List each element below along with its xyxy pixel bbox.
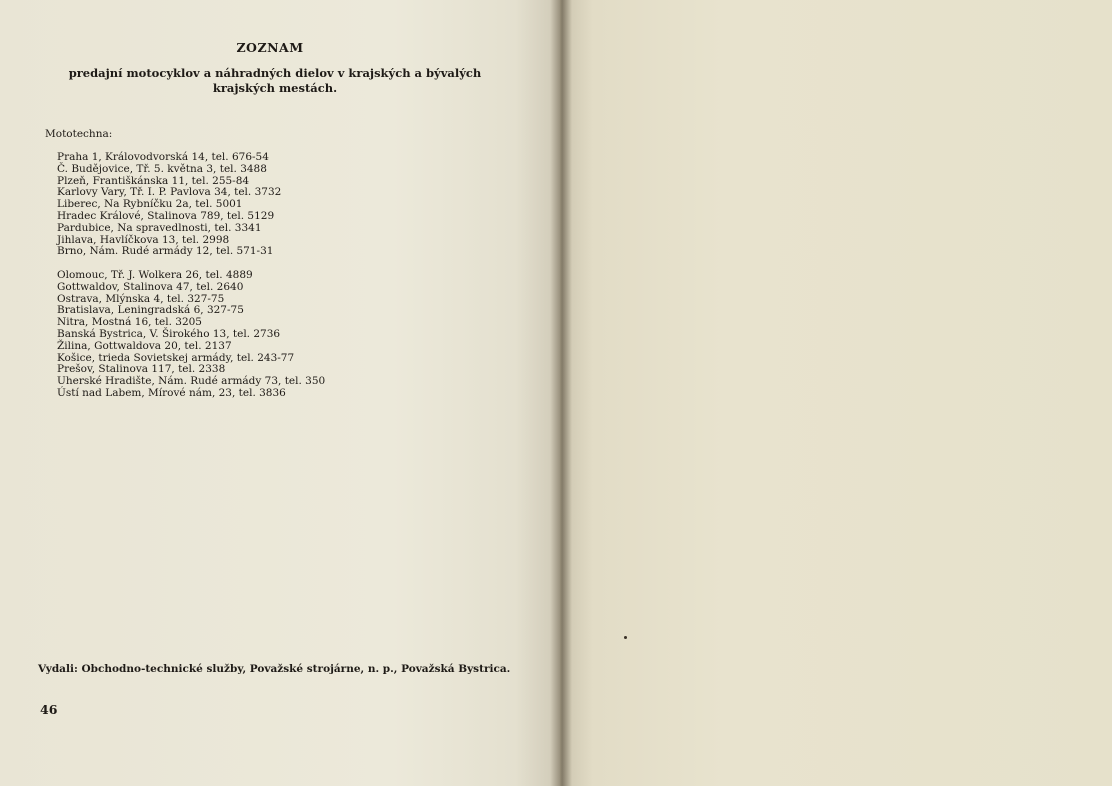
page-subtitle: predajní motocyklov a náhradných dielov v krajských a bývalých krajských mestách. [68, 66, 482, 95]
section-label: Mototechna: [45, 128, 113, 140]
list-item: Prešov, Stalinova 117, tel. 2338 [57, 363, 226, 376]
list-item: Brno, Nám. Rudé armády 12, tel. 571-31 [57, 245, 274, 258]
list-item: Pardubice, Na spravedlnosti, tel. 3341 [57, 221, 262, 234]
dealer-list-group-b [57, 270, 325, 400]
publisher-note: Vydali: Obchodno-technické služby, Považské strojárne, n. p., Považská Bystrica. [38, 663, 511, 675]
list-item: Bratislava, Leningradská 6, 327-75 [57, 304, 244, 317]
page-title: ZOZNAM [236, 40, 304, 55]
list-item: Olomouc, Tř. J. Wolkera 26, tel. 4889 [57, 269, 253, 281]
list-item: Praha 1, Královodvorská 14, tel. 676-54 [57, 151, 269, 163]
list-item: Ostrava, Mlýnska 4, tel. 327-75 [57, 292, 225, 305]
list-item: Plzeň, Františkánska 11, tel. 255-84 [57, 174, 250, 187]
list-item: Karlovy Vary, Tř. I. P. Pavlova 34, tel. 3732 [57, 186, 282, 199]
list-item: Nitra, Mostná 16, tel. 3205 [57, 316, 202, 329]
list-item: Ústí nad Labem, Mírové nám, 23, tel. 3836 [57, 386, 286, 399]
book-spine-shadow [550, 0, 572, 786]
dealer-list-group-a [57, 152, 281, 258]
list-item: Uherské Hradište, Nám. Rudé armády 73, tel. 350 [57, 375, 326, 388]
list-item: Hradec Králové, Stalinova 789, tel. 5129 [57, 209, 275, 222]
list-item: Liberec, Na Rybníčku 2a, tel. 5001 [57, 198, 243, 211]
list-item: Žilina, Gottwaldova 20, tel. 2137 [57, 339, 232, 352]
page-number: 46 [40, 702, 58, 717]
list-item: Košice, trieda Sovietskej armády, tel. 243-77 [57, 351, 295, 364]
list-item: Č. Budějovice, Tř. 5. května 3, tel. 3488 [57, 162, 267, 175]
list-item: Gottwaldov, Stalinova 47, tel. 2640 [57, 280, 244, 293]
right-page-blank [560, 0, 1112, 786]
paper-speck [624, 636, 627, 639]
list-item: Banská Bystrica, V. Širokého 13, tel. 2736 [57, 327, 281, 340]
list-item: Jihlava, Havlíčkova 13, tel. 2998 [57, 233, 230, 246]
